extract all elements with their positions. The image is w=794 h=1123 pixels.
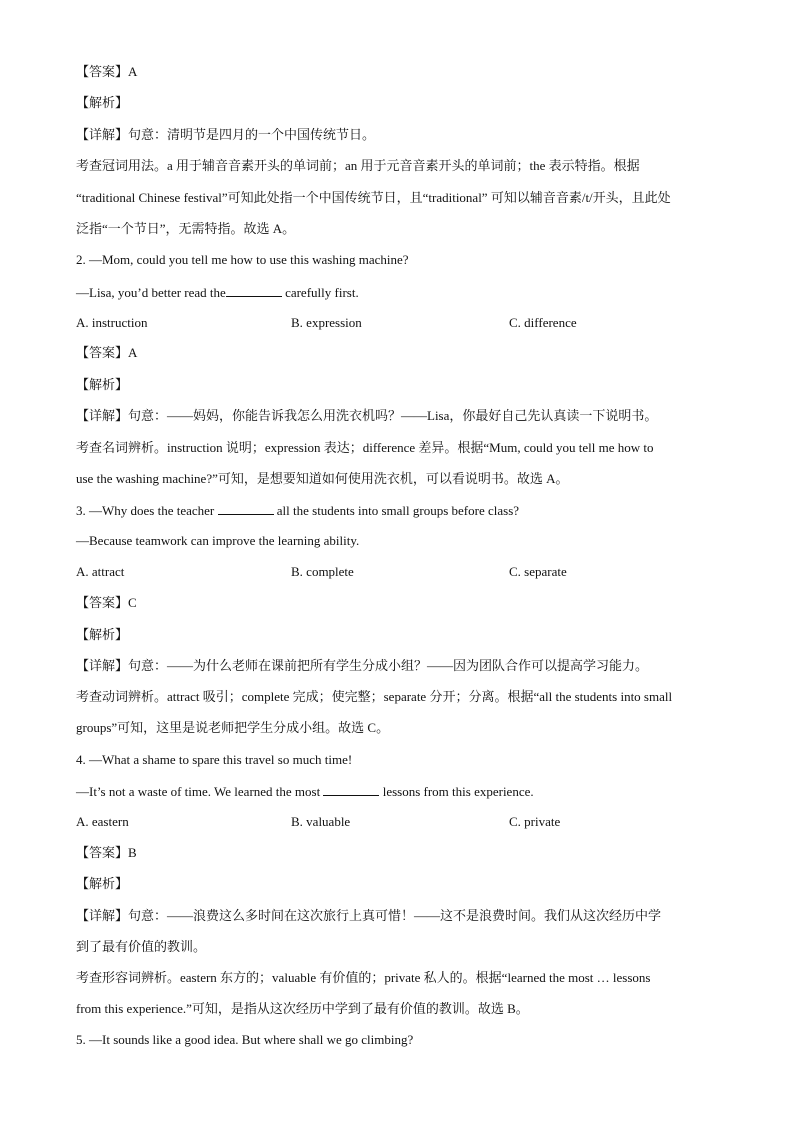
q1-answer: 【答案】A [76, 64, 138, 79]
q4-detail-line1: 【详解】句意：——浪费这么多时间在这次旅行上真可惜！——这不是浪费时间。我们从这次经历中学 [76, 908, 662, 923]
q4-detail-line2: 到了最有价值的教训。 [76, 939, 207, 954]
q3-stem-pre: 3. —Why does the teacher [76, 503, 215, 518]
q3-explanation-line2: groups”可知，这里是说老师把学生分成小组。故选 C。 [76, 720, 390, 735]
q1-explanation-line1: 考查冠词用法。a 用于辅音音素开头的单词前；an 用于元音音素开头的单词前；the 表示特指。根据 [76, 158, 640, 173]
q3-stem-line2: —Because teamwork can improve the learning ability. [76, 533, 360, 548]
q1-detail: 【详解】句意：清明节是四月的一个中国传统节日。 [76, 127, 376, 142]
q4-answer: 【答案】B [76, 845, 137, 860]
q1-analysis-label: 【解析】 [76, 95, 129, 110]
q2-option-a: A. instruction [76, 315, 148, 330]
q3-analysis-label: 【解析】 [76, 627, 129, 642]
q2-options [76, 315, 726, 331]
q3-detail: 【详解】句意：——为什么老师在课前把所有学生分成小组？——因为团队合作可以提高学习能力。 [76, 658, 649, 673]
q4-blank [323, 783, 379, 796]
q3-option-b: B. complete [291, 564, 354, 579]
q2-stem-post: carefully first. [285, 285, 359, 300]
q3-options [76, 564, 726, 580]
q2-analysis-label: 【解析】 [76, 377, 129, 392]
q4-stem-line1: 4. —What a shame to spare this travel so much time! [76, 752, 353, 767]
q4-explanation-line1: 考查形容词辨析。eastern 东方的；valuable 有价值的；private 私人的。根据“learned the most … lessons [76, 970, 651, 985]
q4-option-c: C. private [509, 814, 561, 829]
q2-blank [226, 284, 282, 297]
q2-stem-pre: —Lisa, you’d better read the [76, 285, 226, 300]
q4-explanation-line2: from this experience.”可知，是指从这次经历中学到了最有价值的教训。故选 B。 [76, 1001, 529, 1016]
q4-option-a: A. eastern [76, 814, 129, 829]
q2-option-c: C. difference [509, 315, 577, 330]
q3-explanation-line1: 考查动词辨析。attract 吸引；complete 完成；使完整；separate 分开；分离。根据“all the students into small [76, 689, 673, 704]
q2-stem-line2 [76, 284, 726, 301]
q2-explanation-line2: use the washing machine?”可知，是想要知道如何使用洗衣机，可以看说明书。故选 A。 [76, 471, 569, 486]
q5-stem-line1: 5. —It sounds like a good idea. But where shall we go climbing? [76, 1032, 414, 1047]
q4-option-b: B. valuable [291, 814, 351, 829]
q1-explanation-line3: 泛指“一个节日”，无需特指。故选 A。 [76, 221, 296, 236]
q3-blank [218, 502, 274, 515]
q2-explanation-line1: 考查名词辨析。instruction 说明；expression 表达；difference 差异。根据“Mum, could you tell me how to [76, 440, 654, 455]
q4-stem-pre: —It’s not a waste of time. We learned the most [76, 784, 321, 799]
q3-option-c: C. separate [509, 564, 567, 579]
q4-stem-post: lessons from this experience. [382, 784, 534, 799]
q2-option-b: B. expression [291, 315, 362, 330]
q2-answer: 【答案】A [76, 345, 138, 360]
q1-explanation-line2: “traditional Chinese festival”可知此处指一个中国传统节日，且“traditional” 可知以辅音音素/t/开头，且此处 [76, 190, 671, 205]
q4-stem-line2 [76, 783, 726, 800]
q2-stem-line1: 2. —Mom, could you tell me how to use this washing machine? [76, 252, 409, 267]
q3-option-a: A. attract [76, 564, 125, 579]
q4-options [76, 814, 726, 830]
q3-stem-post: all the students into small groups before class? [276, 503, 520, 518]
q3-answer: 【答案】C [76, 595, 137, 610]
q4-analysis-label: 【解析】 [76, 876, 129, 891]
q3-stem-line1 [76, 502, 726, 519]
q2-detail: 【详解】句意：——妈妈，你能告诉我怎么用洗衣机吗？——Lisa，你最好自己先认真读一下说明书。 [76, 408, 658, 423]
